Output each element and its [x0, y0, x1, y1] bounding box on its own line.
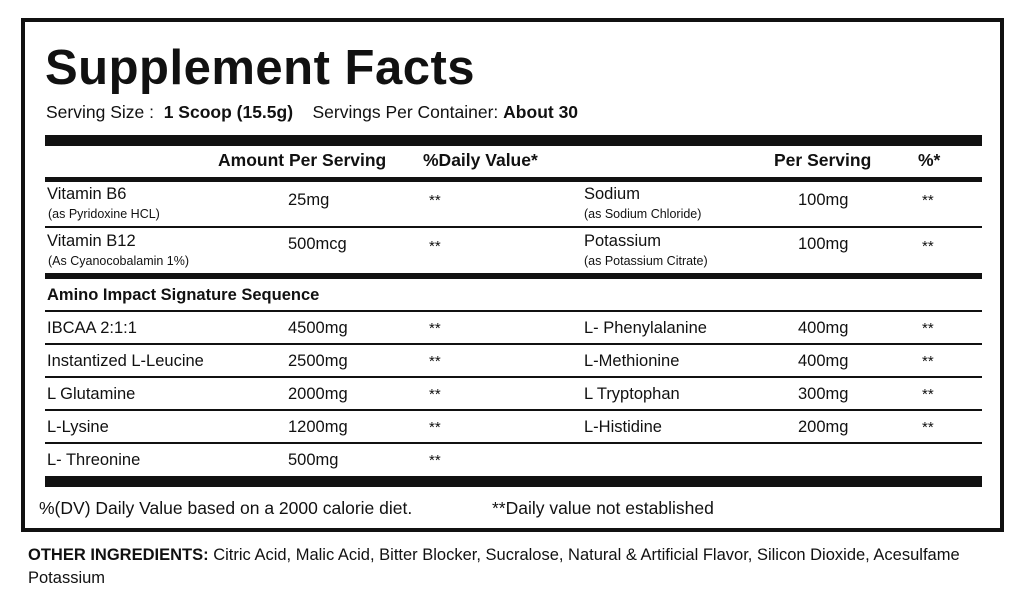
nutrient-amount: 25mg — [288, 191, 330, 209]
ingredient-name: L-Histidine — [584, 418, 662, 436]
medium-divider — [45, 177, 982, 182]
nutrient-dv: ** — [429, 238, 441, 255]
ingredient-dv: ** — [429, 386, 441, 403]
ingredient-amount: 2500mg — [288, 352, 348, 370]
serving-info — [46, 102, 578, 123]
ingredient-dv: ** — [429, 353, 441, 370]
row-divider — [45, 442, 982, 444]
not-established-note: **Daily value not established — [492, 498, 714, 518]
header-daily-value: %Daily Value* — [423, 150, 538, 170]
ingredient-name: L-Lysine — [47, 418, 109, 436]
ingredient-name: Instantized L-Leucine — [47, 352, 204, 370]
ingredient-amount: 1200mg — [288, 418, 348, 436]
ingredient-amount: 2000mg — [288, 385, 348, 403]
ingredient-name: L- Threonine — [47, 451, 141, 469]
row-divider — [45, 409, 982, 411]
nutrient-name: Sodium — [584, 185, 640, 203]
ingredient-amount: 500mg — [288, 451, 339, 469]
ingredient-dv: ** — [429, 419, 441, 436]
nutrient-name: Vitamin B6 — [47, 185, 127, 203]
nutrient-source: (as Potassium Citrate) — [584, 254, 708, 268]
nutrient-amount: 500mcg — [288, 235, 347, 253]
row-divider — [45, 343, 982, 345]
nutrient-name: Potassium — [584, 232, 662, 250]
ingredient-dv: ** — [429, 452, 441, 469]
ingredient-dv: ** — [922, 386, 934, 403]
ingredient-name: L-Methionine — [584, 352, 680, 370]
row-divider — [45, 376, 982, 378]
other-ingredients-label: OTHER INGREDIENTS: — [28, 546, 209, 564]
ingredient-name: L- Phenylalanine — [584, 319, 707, 337]
ingredient-amount: 400mg — [798, 352, 849, 370]
ingredient-dv: ** — [922, 419, 934, 436]
ingredient-amount: 200mg — [798, 418, 849, 436]
servings-per-container-value: About 30 — [503, 102, 579, 122]
other-ingredients-text: Citric Acid, Malic Acid, Bitter Blocker, Sucralose, Natural & Artificial Flavor, Silicon Dioxide, Acesulfame Potassium — [28, 546, 960, 587]
header-percent: %* — [918, 150, 941, 170]
ingredient-dv: ** — [922, 320, 934, 337]
ingredient-dv: ** — [922, 353, 934, 370]
nutrient-dv: ** — [922, 238, 934, 255]
thick-divider — [45, 476, 982, 487]
nutrient-source: (As Cyanocobalamin 1%) — [48, 254, 190, 268]
supplement-facts-panel — [21, 18, 1004, 532]
nutrient-source: (as Sodium Chloride) — [584, 207, 702, 221]
ingredient-amount: 4500mg — [288, 319, 348, 337]
thick-divider — [45, 135, 982, 146]
nutrient-name: Vitamin B12 — [47, 232, 136, 250]
daily-value-note: %(DV) Daily Value based on a 2000 calorie diet. — [39, 498, 413, 518]
medium-divider — [45, 273, 982, 279]
nutrient-amount: 100mg — [798, 191, 849, 209]
ingredient-amount: 300mg — [798, 385, 849, 403]
ingredient-name: L Tryptophan — [584, 385, 680, 403]
ingredient-name: L Glutamine — [47, 385, 136, 403]
serving-size-label: Serving Size : — [46, 102, 154, 122]
header-per-serving: Per Serving — [774, 150, 872, 170]
serving-size-value: 1 Scoop (15.5g) — [163, 102, 294, 122]
row-divider — [45, 226, 982, 228]
panel-title: Supplement Facts — [45, 41, 476, 95]
ingredient-dv: ** — [429, 320, 441, 337]
section-title: Amino Impact Signature Sequence — [47, 286, 320, 304]
nutrient-dv: ** — [922, 192, 934, 209]
nutrient-amount: 100mg — [798, 235, 849, 253]
nutrient-source: (as Pyridoxine HCL) — [48, 207, 160, 221]
nutrient-dv: ** — [429, 192, 441, 209]
row-divider — [45, 310, 982, 312]
ingredient-amount: 400mg — [798, 319, 849, 337]
ingredient-name: IBCAA 2:1:1 — [47, 319, 137, 337]
servings-per-container-label: Servings Per Container: — [312, 102, 499, 122]
header-amount: Amount Per Serving — [218, 150, 387, 170]
other-ingredients — [28, 544, 988, 590]
